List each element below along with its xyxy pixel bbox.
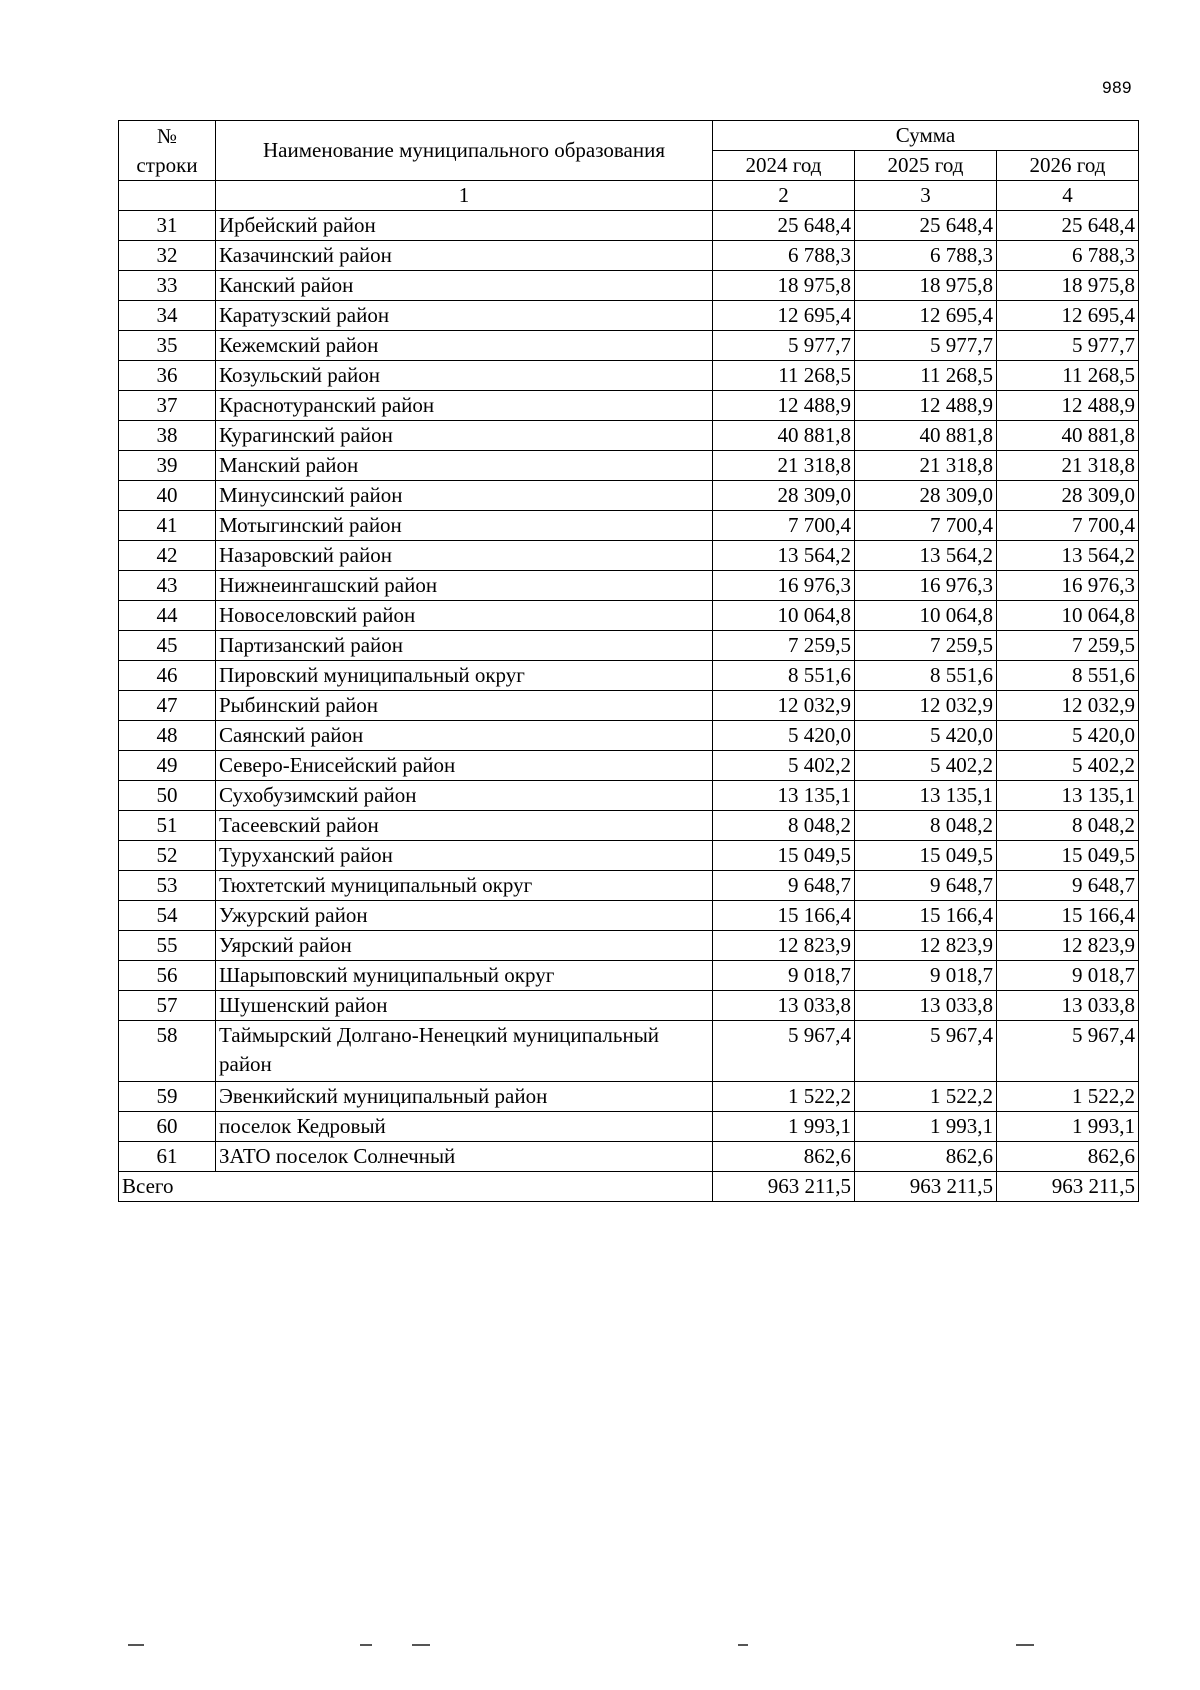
- value-2025: 12 488,9: [855, 391, 997, 421]
- table-row: [119, 1142, 1139, 1172]
- value-2024: 21 318,8: [713, 451, 855, 481]
- value-2024: 6 788,3: [713, 241, 855, 271]
- municipality-name: Шарыповский муниципальный округ: [216, 961, 713, 991]
- table-row: [119, 871, 1139, 901]
- value-2026: 5 977,7: [997, 331, 1139, 361]
- table-row: [119, 571, 1139, 601]
- value-2024: 40 881,8: [713, 421, 855, 451]
- row-number: 51: [119, 811, 216, 841]
- value-2025: 1 993,1: [855, 1112, 997, 1142]
- value-2026: 12 695,4: [997, 301, 1139, 331]
- total-2024: 963 211,5: [713, 1172, 855, 1202]
- municipality-name: Козульский район: [216, 361, 713, 391]
- table-row: [119, 1082, 1139, 1112]
- municipality-name: Таймырский Долгано-Ненецкий муниципальный район: [216, 1021, 713, 1082]
- table-row: [119, 541, 1139, 571]
- municipality-name: Партизанский район: [216, 631, 713, 661]
- row-number: 58: [119, 1021, 216, 1082]
- municipality-name: Нижнеингашский район: [216, 571, 713, 601]
- row-number-header: [119, 121, 216, 181]
- table-row: [119, 961, 1139, 991]
- value-2026: 21 318,8: [997, 451, 1139, 481]
- column-index-1: 1: [216, 181, 713, 211]
- municipality-name: Сухобузимский район: [216, 781, 713, 811]
- value-2025: 1 522,2: [855, 1082, 997, 1112]
- value-2024: 11 268,5: [713, 361, 855, 391]
- value-2026: 9 648,7: [997, 871, 1139, 901]
- row-number: 32: [119, 241, 216, 271]
- row-number: 55: [119, 931, 216, 961]
- table-row: [119, 781, 1139, 811]
- table-row: [119, 751, 1139, 781]
- table-row: [119, 811, 1139, 841]
- value-2024: 1 993,1: [713, 1112, 855, 1142]
- value-2025: 11 268,5: [855, 361, 997, 391]
- value-2024: 10 064,8: [713, 601, 855, 631]
- row-number: 40: [119, 481, 216, 511]
- value-2025: 9 648,7: [855, 871, 997, 901]
- table-row: [119, 841, 1139, 871]
- value-2024: 15 166,4: [713, 901, 855, 931]
- value-2026: 15 049,5: [997, 841, 1139, 871]
- total-label: Всего: [119, 1172, 713, 1202]
- row-number-header-line2: строки: [136, 152, 198, 177]
- value-2024: 12 823,9: [713, 931, 855, 961]
- value-2024: 9 648,7: [713, 871, 855, 901]
- table-row: [119, 481, 1139, 511]
- row-number: 57: [119, 991, 216, 1021]
- value-2026: 7 259,5: [997, 631, 1139, 661]
- row-number: 39: [119, 451, 216, 481]
- value-2024: 1 522,2: [713, 1082, 855, 1112]
- year-header-2026: 2026 год: [997, 151, 1139, 181]
- row-number: 36: [119, 361, 216, 391]
- value-2025: 5 420,0: [855, 721, 997, 751]
- table-row: [119, 331, 1139, 361]
- municipality-name: Манский район: [216, 451, 713, 481]
- row-number: 44: [119, 601, 216, 631]
- row-number: 61: [119, 1142, 216, 1172]
- table-row: [119, 721, 1139, 751]
- value-2026: 13 135,1: [997, 781, 1139, 811]
- value-2026: 16 976,3: [997, 571, 1139, 601]
- row-number: 35: [119, 331, 216, 361]
- table-row: [119, 241, 1139, 271]
- value-2024: 12 488,9: [713, 391, 855, 421]
- scan-artifacts: [0, 1644, 1200, 1654]
- table-row: [119, 661, 1139, 691]
- row-number: 48: [119, 721, 216, 751]
- table-row: [119, 451, 1139, 481]
- value-2025: 18 975,8: [855, 271, 997, 301]
- scan-mark: [412, 1644, 430, 1646]
- value-2024: 13 033,8: [713, 991, 855, 1021]
- row-number: 41: [119, 511, 216, 541]
- value-2026: 9 018,7: [997, 961, 1139, 991]
- value-2026: 13 564,2: [997, 541, 1139, 571]
- value-2024: 8 551,6: [713, 661, 855, 691]
- value-2026: 1 993,1: [997, 1112, 1139, 1142]
- table-row: [119, 391, 1139, 421]
- row-number: 33: [119, 271, 216, 301]
- value-2025: 8 551,6: [855, 661, 997, 691]
- column-index-2: 2: [713, 181, 855, 211]
- value-2025: 25 648,4: [855, 211, 997, 241]
- value-2025: 28 309,0: [855, 481, 997, 511]
- table-row: [119, 931, 1139, 961]
- scan-mark: [738, 1644, 748, 1646]
- municipality-name: Тюхтетский муниципальный округ: [216, 871, 713, 901]
- municipality-name: Ирбейский район: [216, 211, 713, 241]
- value-2024: 5 977,7: [713, 331, 855, 361]
- value-2024: 9 018,7: [713, 961, 855, 991]
- table-row: [119, 631, 1139, 661]
- table-header: [119, 121, 1139, 211]
- value-2025: 13 564,2: [855, 541, 997, 571]
- value-2025: 12 823,9: [855, 931, 997, 961]
- row-number: 34: [119, 301, 216, 331]
- row-number: 31: [119, 211, 216, 241]
- value-2025: 7 259,5: [855, 631, 997, 661]
- column-index-4: 4: [997, 181, 1139, 211]
- value-2026: 5 420,0: [997, 721, 1139, 751]
- value-2024: 28 309,0: [713, 481, 855, 511]
- municipality-name: Тасеевский район: [216, 811, 713, 841]
- municipality-name: Мотыгинский район: [216, 511, 713, 541]
- value-2025: 5 402,2: [855, 751, 997, 781]
- value-2025: 15 049,5: [855, 841, 997, 871]
- municipality-name: Шушенский район: [216, 991, 713, 1021]
- value-2026: 8 048,2: [997, 811, 1139, 841]
- value-2025: 5 967,4: [855, 1021, 997, 1082]
- value-2026: 11 268,5: [997, 361, 1139, 391]
- column-index-0: [119, 181, 216, 211]
- value-2026: 13 033,8: [997, 991, 1139, 1021]
- value-2024: 13 564,2: [713, 541, 855, 571]
- municipality-name: Северо-Енисейский район: [216, 751, 713, 781]
- value-2026: 6 788,3: [997, 241, 1139, 271]
- municipality-name: Казачинский район: [216, 241, 713, 271]
- value-2024: 5 402,2: [713, 751, 855, 781]
- table-row: [119, 1112, 1139, 1142]
- value-2025: 8 048,2: [855, 811, 997, 841]
- municipality-name: Каратузский район: [216, 301, 713, 331]
- value-2026: 28 309,0: [997, 481, 1139, 511]
- row-number: 38: [119, 421, 216, 451]
- row-number: 45: [119, 631, 216, 661]
- municipality-name: Ужурский район: [216, 901, 713, 931]
- total-row: [119, 1172, 1139, 1202]
- value-2024: 25 648,4: [713, 211, 855, 241]
- table-row: [119, 991, 1139, 1021]
- value-2024: 8 048,2: [713, 811, 855, 841]
- value-2025: 862,6: [855, 1142, 997, 1172]
- name-header: Наименование муниципального образования: [216, 121, 713, 181]
- value-2025: 7 700,4: [855, 511, 997, 541]
- total-2026: 963 211,5: [997, 1172, 1139, 1202]
- value-2026: 18 975,8: [997, 271, 1139, 301]
- year-header-2025: 2025 год: [855, 151, 997, 181]
- row-number: 50: [119, 781, 216, 811]
- table-row: [119, 301, 1139, 331]
- row-number: 37: [119, 391, 216, 421]
- value-2025: 15 166,4: [855, 901, 997, 931]
- municipality-name: Краснотуранский район: [216, 391, 713, 421]
- value-2026: 12 032,9: [997, 691, 1139, 721]
- row-number: 59: [119, 1082, 216, 1112]
- column-index-row: [119, 181, 1139, 211]
- scan-mark: [1016, 1644, 1034, 1646]
- value-2024: 862,6: [713, 1142, 855, 1172]
- value-2025: 40 881,8: [855, 421, 997, 451]
- value-2026: 5 402,2: [997, 751, 1139, 781]
- column-index-3: 3: [855, 181, 997, 211]
- table-row: [119, 421, 1139, 451]
- value-2024: 7 259,5: [713, 631, 855, 661]
- table-row: [119, 271, 1139, 301]
- value-2026: 25 648,4: [997, 211, 1139, 241]
- value-2025: 12 695,4: [855, 301, 997, 331]
- row-number: 60: [119, 1112, 216, 1142]
- value-2024: 5 420,0: [713, 721, 855, 751]
- budget-table: [118, 120, 1139, 1202]
- row-number: 46: [119, 661, 216, 691]
- row-number-header-line1: №: [156, 123, 178, 148]
- value-2024: 18 975,8: [713, 271, 855, 301]
- sum-header: Сумма: [713, 121, 1139, 151]
- row-number: 49: [119, 751, 216, 781]
- page-number: 989: [1102, 78, 1132, 97]
- table-row: [119, 361, 1139, 391]
- value-2026: 12 823,9: [997, 931, 1139, 961]
- municipality-name: ЗАТО поселок Солнечный: [216, 1142, 713, 1172]
- table-row: [119, 511, 1139, 541]
- value-2026: 8 551,6: [997, 661, 1139, 691]
- municipality-name: поселок Кедровый: [216, 1112, 713, 1142]
- row-number: 53: [119, 871, 216, 901]
- table-row: [119, 691, 1139, 721]
- row-number: 42: [119, 541, 216, 571]
- value-2026: 40 881,8: [997, 421, 1139, 451]
- value-2025: 10 064,8: [855, 601, 997, 631]
- value-2024: 13 135,1: [713, 781, 855, 811]
- value-2026: 1 522,2: [997, 1082, 1139, 1112]
- row-number: 54: [119, 901, 216, 931]
- total-2025: 963 211,5: [855, 1172, 997, 1202]
- value-2024: 7 700,4: [713, 511, 855, 541]
- row-number: 52: [119, 841, 216, 871]
- row-number: 43: [119, 571, 216, 601]
- municipality-name: Саянский район: [216, 721, 713, 751]
- value-2026: 862,6: [997, 1142, 1139, 1172]
- municipality-name: Курагинский район: [216, 421, 713, 451]
- municipality-name: Пировский муниципальный округ: [216, 661, 713, 691]
- table-row: [119, 601, 1139, 631]
- value-2026: 12 488,9: [997, 391, 1139, 421]
- row-number: 47: [119, 691, 216, 721]
- municipality-name: Минусинский район: [216, 481, 713, 511]
- value-2025: 5 977,7: [855, 331, 997, 361]
- value-2026: 5 967,4: [997, 1021, 1139, 1082]
- year-header-2024: 2024 год: [713, 151, 855, 181]
- municipality-name: Эвенкийский муниципальный район: [216, 1082, 713, 1112]
- table-row: [119, 211, 1139, 241]
- table-body: [119, 211, 1139, 1202]
- value-2024: 16 976,3: [713, 571, 855, 601]
- scan-mark: [360, 1644, 372, 1646]
- value-2025: 13 033,8: [855, 991, 997, 1021]
- value-2024: 12 032,9: [713, 691, 855, 721]
- row-number: 56: [119, 961, 216, 991]
- value-2024: 15 049,5: [713, 841, 855, 871]
- municipality-name: Кежемский район: [216, 331, 713, 361]
- scan-mark: [128, 1644, 144, 1646]
- municipality-name: Новоселовский район: [216, 601, 713, 631]
- municipality-name: Рыбинский район: [216, 691, 713, 721]
- value-2024: 5 967,4: [713, 1021, 855, 1082]
- value-2026: 15 166,4: [997, 901, 1139, 931]
- municipality-name: Канский район: [216, 271, 713, 301]
- municipality-name: Туруханский район: [216, 841, 713, 871]
- table-row: [119, 1021, 1139, 1082]
- value-2025: 9 018,7: [855, 961, 997, 991]
- value-2024: 12 695,4: [713, 301, 855, 331]
- value-2026: 7 700,4: [997, 511, 1139, 541]
- municipality-name: Уярский район: [216, 931, 713, 961]
- value-2025: 21 318,8: [855, 451, 997, 481]
- value-2025: 12 032,9: [855, 691, 997, 721]
- municipality-name: Назаровский район: [216, 541, 713, 571]
- value-2026: 10 064,8: [997, 601, 1139, 631]
- table-row: [119, 901, 1139, 931]
- value-2025: 16 976,3: [855, 571, 997, 601]
- value-2025: 6 788,3: [855, 241, 997, 271]
- value-2025: 13 135,1: [855, 781, 997, 811]
